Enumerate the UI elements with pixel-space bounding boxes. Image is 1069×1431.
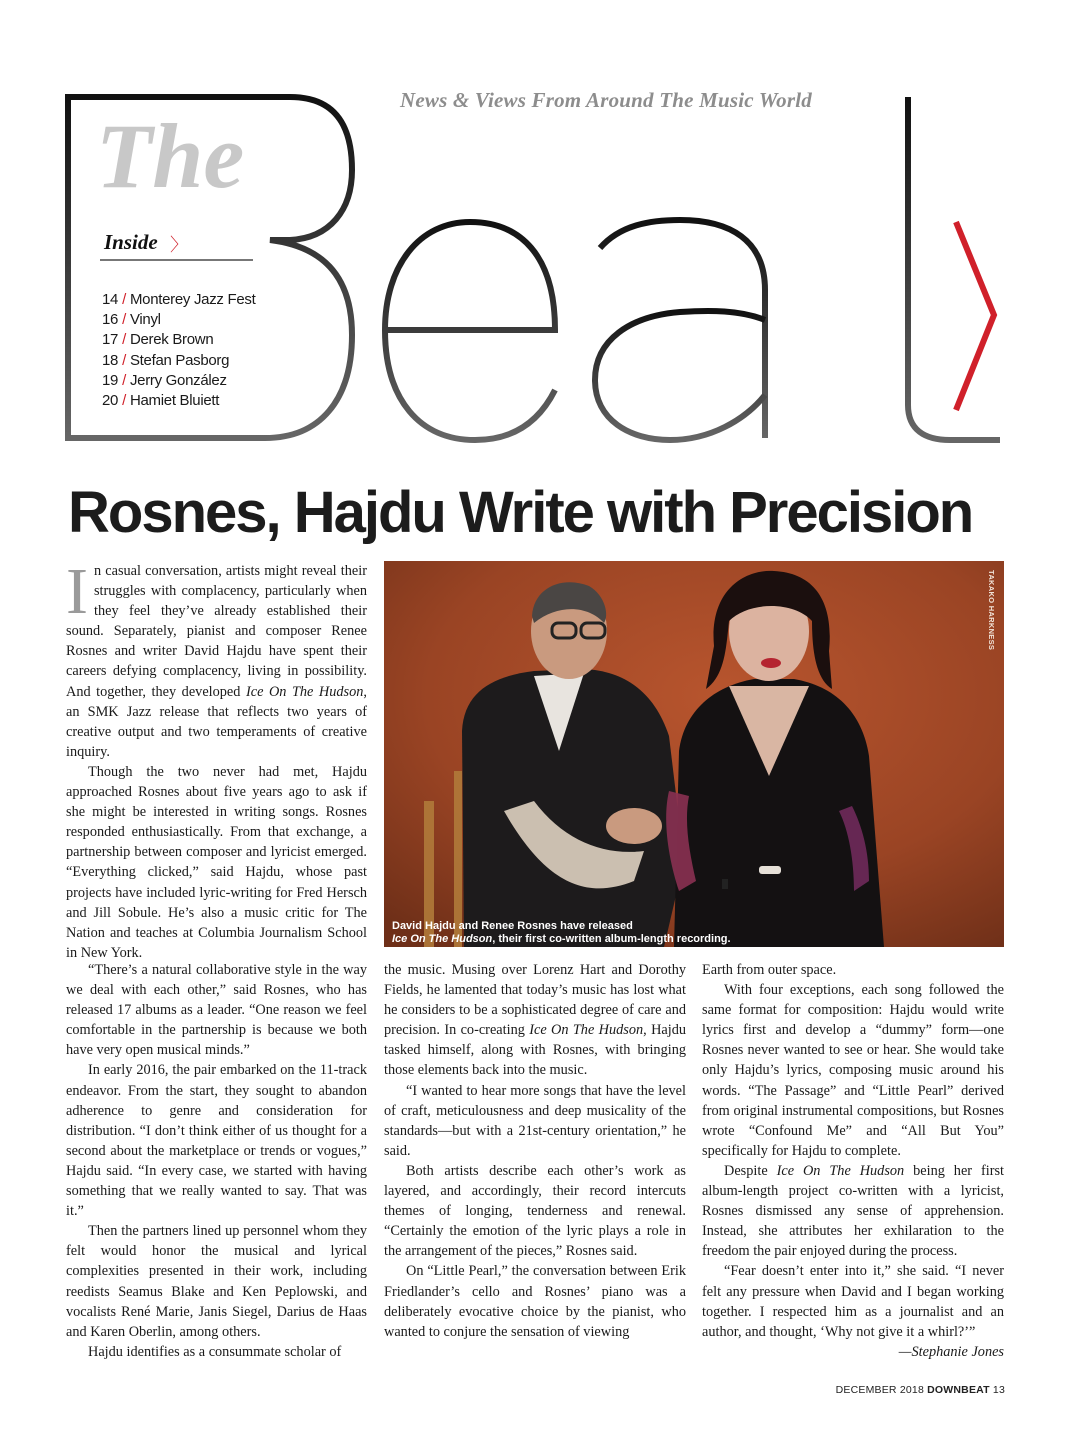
album-title: Ice On The Hudson (245, 683, 364, 700)
toc-item[interactable] (102, 371, 255, 391)
article-column-3 (702, 960, 1004, 1362)
paragraph-text: , an SMK Jazz release that reflects two years of creative output and two temperaments of creative inquiry. (66, 683, 367, 760)
album-title: Ice On The Hudson (776, 1162, 905, 1179)
caption-album-title: Ice On The Hudson (392, 932, 493, 945)
article-column-1-bottom (66, 960, 367, 1362)
masthead (0, 0, 1069, 460)
toc-page: 17 (102, 331, 119, 349)
inside-divider (100, 259, 253, 261)
paragraph-text: Despite (724, 1162, 777, 1179)
magazine-name: DOWNBEAT (927, 1384, 990, 1396)
paragraph: Then the partners lined up personnel whom they felt would honor the musical and lyrical complexities presented in their work, including reedists Seamus Blake and Ken Peplowski, and vocalists René Marie, Janis Siegel, Darius de Haas and Karen Oberlin, among others. (66, 1223, 367, 1340)
toc-title: Vinyl (129, 311, 161, 329)
paragraph-text: being her first album-length project co-written with a lyricist, Rosnes dismissed any sense of apprehension. Instead, she attributes her exhilaration to the freedom the pair enjoyed during the process. (702, 1162, 1004, 1260)
caption-rest: , their first co-written album-length recording. (492, 932, 731, 945)
toc-page: 18 (102, 351, 119, 369)
paragraph: Earth from outer space. (702, 962, 837, 978)
paragraph: Both artists describe each other’s work as layered, and accordingly, their record intercuts themes of longing, tenderness and renewal. “Certainly the emotion of the lyric plays a role in the arrangement of the pieces,” Rosnes said. (384, 1162, 686, 1260)
toc-page: 14 (102, 291, 119, 308)
caption-line-1: David Hajdu and Renee Rosnes have released (392, 920, 633, 932)
toc-item[interactable] (102, 391, 255, 411)
paragraph: With four exceptions, each song followed the same format for composition: Hajdu would write lyrics first and develop a “dummy” form—one Rosnes never wanted to see or hear. She would take only Hajdu’s lyrics, composing music around his words. “The Passage” and “Little Pearl” derived from original instrumental compositions, but Rosnes wrote “Confound Me” and “All But You” specifically for Hajdu to complete. (702, 982, 1004, 1159)
drop-cap: I (66, 555, 88, 628)
paragraph: “Fear doesn’t enter into it,” she said. “I never felt any pressure when David and I began working together. I respected him as a journalist and an author, and thought, ‘Why not give it a whirl?’” (702, 1263, 1004, 1340)
toc-separator: / (122, 371, 126, 389)
inside-label: Inside (104, 230, 158, 254)
article-column-1-top (66, 555, 367, 963)
photo-caption (392, 920, 731, 945)
toc-item[interactable] (102, 330, 255, 350)
photo-illustration (384, 561, 1004, 947)
page-number: 13 (992, 1384, 1005, 1396)
paragraph-text: the music. Musing over Lorenz Hart and Dorothy Fields, he lamented that today’s music has lost what he considers to be a sophisticated degree of care and precision. In co-creating (384, 962, 686, 1039)
paragraph (702, 1161, 1004, 1261)
toc-item[interactable] (102, 290, 255, 310)
toc-page: 16 (102, 311, 119, 329)
toc-title: Hamiet Bluiett (129, 392, 220, 410)
toc-title: Stefan Pasborg (129, 351, 230, 369)
toc-separator: / (122, 331, 126, 349)
toc-separator: / (122, 311, 126, 329)
article-headline: Rosnes, Hajdu Write with Precision (68, 480, 973, 545)
toc-title: Monterey Jazz Fest (129, 291, 256, 308)
toc-title: Derek Brown (129, 331, 214, 349)
issue-date: DECEMBER 2018 (835, 1384, 924, 1396)
toc-separator: / (122, 392, 126, 410)
article-column-2 (384, 960, 686, 1342)
paragraph (384, 960, 686, 1081)
album-title: Ice On The Hudson (529, 1022, 644, 1039)
toc-item[interactable] (102, 310, 255, 330)
paragraph-text: , Hajdu tasked himself, along with Rosnes, with bringing those elements back into the music. (384, 1022, 687, 1079)
caption-line-2 (392, 933, 731, 946)
toc-item[interactable] (102, 351, 255, 371)
toc-separator: / (122, 291, 126, 308)
page-folio (836, 1384, 1005, 1396)
the-word: The (96, 105, 245, 207)
paragraph: “I wanted to hear more songs that have the level of craft, meticulousness and deep musicality of the standards—but with a 21st-century orientation,” he said. (384, 1082, 686, 1159)
toc-title: Jerry González (129, 371, 227, 389)
paragraph: On “Little Pearl,” the conversation between Erik Friedlander’s cello and Rosnes’ piano was a deliberately evocative choice by the pianist, who wanted to conjure the sensation of viewing (384, 1263, 686, 1340)
paragraph: Hajdu identifies as a consummate scholar of (88, 1343, 342, 1360)
author-signature: —Stephanie Jones (898, 1343, 1004, 1360)
tagline: News & Views From Around The Music World (400, 88, 812, 112)
toc-page: 19 (102, 371, 119, 389)
article-photo (384, 561, 1004, 947)
photo-credit-text: TAKAKO HARKNESS (987, 570, 996, 651)
inside-chevron-icon: 〉 (170, 235, 188, 255)
paragraph: “There’s a natural collaborative style in the way we deal with each other,” said Rosnes, who has released 17 albums as a leader. “One reason we feel comfortable in the partnership is because we both have very open musical minds.” (66, 962, 367, 1059)
photo-credit (984, 570, 998, 656)
toc-separator: / (122, 351, 126, 369)
toc-page: 20 (102, 392, 119, 410)
paragraph (66, 555, 367, 762)
paragraph: Though the two never had met, Hajdu approached Rosnes about five years ago to ask if she might be interested in writing songs. Rosnes responded enthusiastically. From that exchange, a partnership between composer and lyricist emerged. “Everything clicked,” said Hajdu, whose past projects have included lyric-writing for Fred Hersch and Jill Sobule. He’s also a music critic for The Nation and teaches at Columbia Journalism School in New York. (66, 763, 367, 961)
table-of-contents (102, 290, 255, 411)
paragraph: In early 2016, the pair embarked on the 11-track endeavor. From the start, they sought to abandon adherence to genre and consideration for distribution. “I don’t think either of us thought for a second about the marketplace or trends or vogues,” Hajdu said. “In every case, we started with having something that we really wanted to say. That was it.” (66, 1062, 367, 1220)
paragraph-text: n casual conversation, artists might reveal their struggles with complacency, particularly when they feel they’ve already established their sound. Separately, pianist and composer Renee Rosnes and writer David Hajdu have spent their careers defying complacency, living in possibility. And together, they developed (66, 563, 367, 700)
red-chevron-icon (956, 222, 994, 410)
